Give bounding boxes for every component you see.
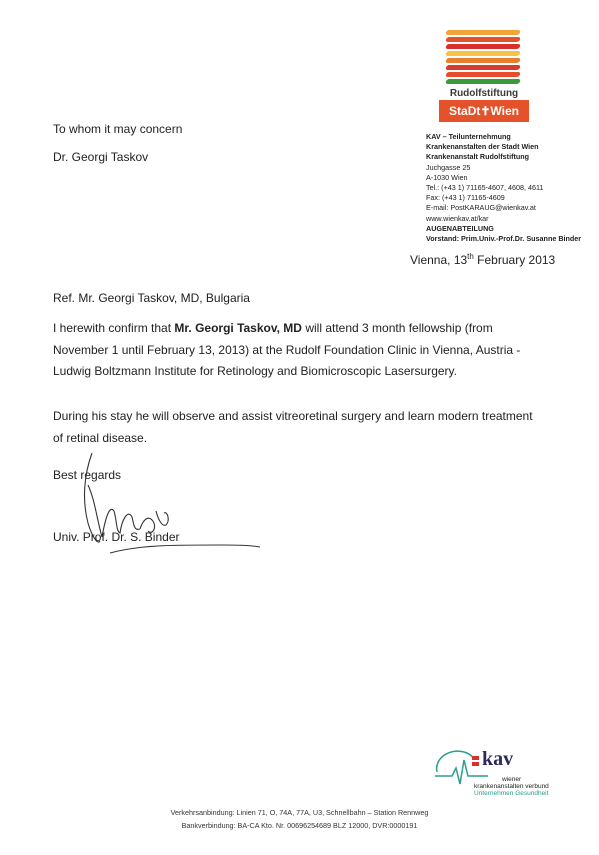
reference-line: Ref. Mr. Georgi Taskov, MD, Bulgaria	[53, 291, 250, 305]
address-line2: Krankenanstalt Rudolfstiftung	[426, 152, 530, 162]
date-prefix: Vienna, 13	[410, 253, 468, 267]
salutation: To whom it may concern	[53, 122, 183, 136]
page-footer	[0, 807, 599, 832]
date-month-year: February 2013	[473, 253, 556, 267]
address-city: A-1030 Wien	[426, 172, 468, 182]
closing: Best regards	[53, 468, 122, 482]
footer-transport: Verkehrsanbindung: Linien 71, O, 74A, 77A, U3, Schnellbahn – Station Rennweg	[170, 808, 429, 817]
signatory-name: Univ. Prof. Dr. S. Binder	[53, 530, 180, 544]
p1-name: Mr. Georgi Taskov, MD	[174, 321, 302, 335]
kav-line2: krankenanstalten verbund	[474, 783, 549, 790]
sender-address	[426, 132, 598, 244]
address-email: E-mail: PostKARAUG@wienkav.at	[426, 203, 536, 213]
paragraph-confirmation	[53, 318, 543, 383]
logo-stripe	[445, 65, 521, 70]
address-web: www.wienkav.at/kar	[426, 213, 489, 223]
kav-logo	[432, 740, 582, 806]
address-street: Juchgasse 25	[426, 162, 471, 172]
address-department: AUGENABTEILUNG	[426, 223, 494, 233]
logo-stripe	[445, 30, 521, 35]
vienna-flag-stripe	[472, 760, 479, 762]
rudolfstiftung-logo	[436, 26, 532, 124]
footer-bank: Bankverbindung: BA-CA Kto. Nr. 00696254689 BLZ 12000, DVR:0000191	[181, 820, 418, 830]
address-tel: Tel.: (+43 1) 71165-4607, 4608, 4611	[426, 183, 544, 193]
address-line1: Krankenanstalten der Stadt Wien	[426, 142, 539, 152]
address-org: KAV – Teilunternehmung	[426, 132, 511, 141]
p1-start: I herewith confirm that	[53, 321, 175, 335]
p1-rest: will attend 3 month fellowship (from November 1 until February 13, 2013) at the Rudolf Foundation Clinic in Vienna, Austria - Ludwig Boltzmann Institute for Retinology and Biomicroscopic Lasersurgery.	[53, 321, 521, 378]
logo-brand-name: Rudolfstiftung	[449, 88, 519, 99]
kav-line3: Unternehmen Gesundheit	[474, 790, 549, 797]
logo-stripe	[445, 37, 521, 42]
logo-stripe	[445, 79, 521, 84]
logo-stripe	[445, 72, 521, 77]
logo-stripe	[445, 58, 521, 63]
date-suffix-sup: th	[467, 252, 474, 261]
recipient: Dr. Georgi Taskov	[53, 150, 149, 164]
logo-stripe	[445, 51, 521, 56]
kav-line1: wiener	[502, 776, 522, 783]
paragraph-duties: During his stay he will observe and assist vitreoretinal surgery and learn modern treatment of retinal disease.	[53, 409, 533, 445]
address-fax: Fax: (+43 1) 71165-4609	[426, 193, 505, 203]
logo-stripe	[445, 44, 521, 49]
address-head: Vorstand: Prim.Univ.-Prof.Dr. Susanne Binder	[426, 234, 582, 244]
stadt-wien-badge: StaDt✝Wien	[439, 100, 529, 122]
letter-date	[410, 252, 555, 267]
kav-mark: kav	[482, 748, 514, 770]
